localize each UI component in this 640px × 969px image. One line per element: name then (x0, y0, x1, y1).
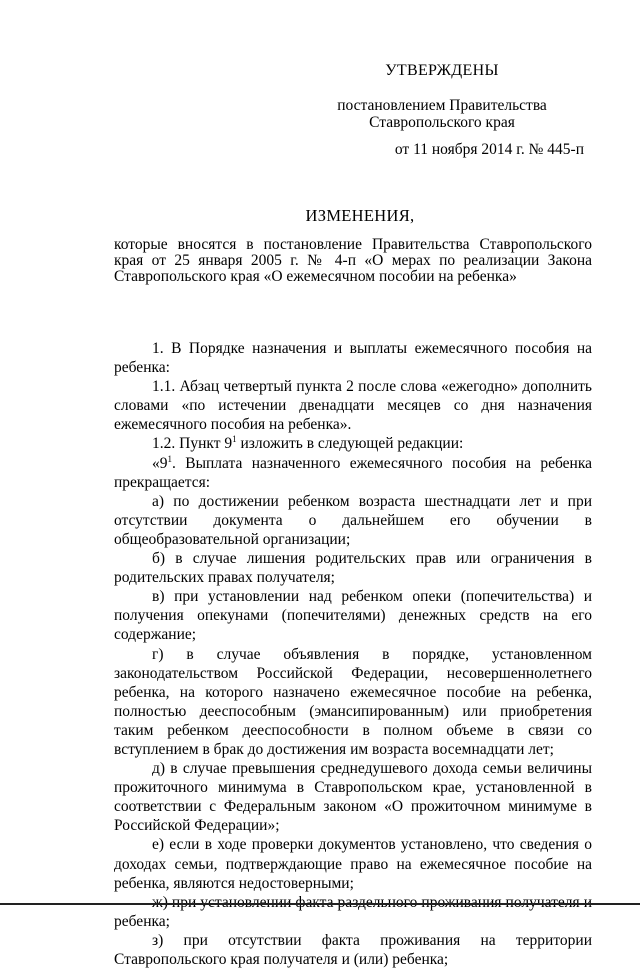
document-body (114, 339, 592, 969)
paragraph-9-1-end: . Выплата назначенного ежемесячного пособия на ребенка прекращается: (114, 454, 592, 491)
paragraph-1-2-end: изложить в следующей редакции: (236, 435, 464, 453)
paragraph-9-1 (114, 454, 592, 492)
item-e: е) если в ходе проверки документов установлено, что сведения о доходах семьи, подтверждающие право на ежемесячное пособие на ребенка, являются недостоверными; (114, 836, 592, 892)
item-z: з) при отсутствии факта проживания на территории Ставропольского края получателя и (или) ребенка; (114, 931, 592, 968)
paragraph-1: 1. В Порядке назначения и выплаты ежемесячного пособия на ребенка: (114, 340, 592, 377)
paragraph-9-1-start: «9 (152, 454, 168, 472)
approval-heading: УТВЕРЖДЕНЫ (385, 62, 499, 79)
paragraph-9-1-sup: 1 (167, 453, 172, 464)
item-d: д) в случае превышения среднедушевого дохода семьи величины прожиточного минимума в Ставропольском крае, установленной в соответствии с Федеральным законом «О прожиточном минимуме в Российской Федерации»; (114, 760, 592, 835)
paragraph-1-2-sup: 1 (232, 434, 237, 445)
item-b: б) в случае лишения родительских прав или ограничения в родительских правах получателя; (114, 550, 592, 587)
approval-line-1: постановлением Правительства (337, 97, 547, 114)
approval-date: от 11 ноября 2014 г. № 445-п (394, 141, 584, 158)
item-a: а) по достижении ребенком возраста шестнадцати лет и при отсутствии документа о дальнейшем его обучении в общеобразовательной организации; (114, 492, 592, 548)
paragraph-1-1: 1.1. Абзац четвертый пункта 2 после слова «ежегодно» дополнить словами «по истечении двенадцати месяцев со дня назначения ежемесячного пособия на ребенка». (114, 378, 592, 434)
paragraph-1-2 (114, 434, 592, 453)
item-v: в) при установлении над ребенком опеки (попечительства) и получения опекунами (попечителями) денежных средств на его содержание; (114, 588, 592, 644)
paragraph-1-2-start: 1.2. Пункт 9 (152, 435, 233, 453)
item-zh: ребенка; (114, 912, 170, 930)
document-subtitle: которые вносятся в постановление Правительства Ставропольского края от 25 января 2005 г. № 4-п «О мерах по реализации Закона Ставропольского края «О ежемесячном пособии на ребенка» (114, 236, 592, 285)
item-g: г) в случае объявления в порядке, установленном законодательством Российской Федерации, несовершеннолетнего ребенка, на которого назначено ежемесячное пособие на ребенка, полностью дееспособным (эмансипированным) или приобретения таким ребенком дееспособности в полном объеме в связи со вступлением в брак до достижения им возраста восемнадцати лет; (114, 645, 592, 758)
approval-block (292, 62, 592, 158)
document-title: ИЗМЕНЕНИЯ, (305, 206, 415, 225)
approval-line-2: Ставропольского края (369, 114, 515, 131)
